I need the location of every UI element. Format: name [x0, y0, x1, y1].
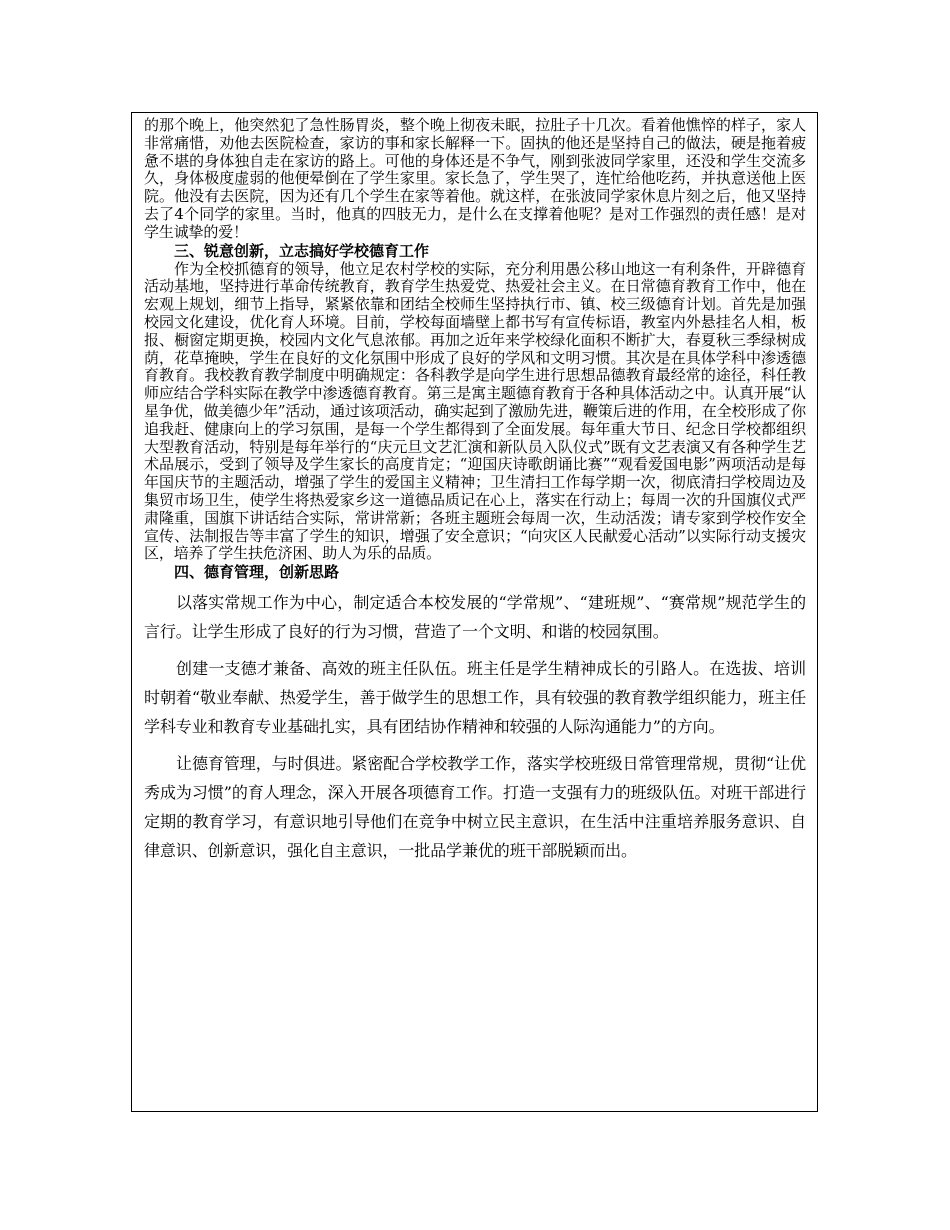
dense-section — [144, 117, 806, 582]
document-content — [144, 117, 806, 873]
paragraph-routine: 以落实常规工作为中心，制定适合本校发展的“学常规”、“建班规”、“赛常规”规范学生的言行。让学生形成了良好的行为习惯，营造了一个文明、和谐的校园氛围。 — [144, 593, 806, 642]
paragraph-teachers: 创建一支德才兼备、高效的班主任队伍。班主任是学生精神成长的引路人。在选拔、培训时朝着“敬业奉献、热爱学生，善于做学生的思想工作，具有较强的教育教学组织能力，班主任学科专业和教育专业基础扎实，具有团结协作精神和较强的人际沟通能力”的方向。 — [144, 659, 806, 737]
paragraph-continuation: 的那个晚上，他突然犯了急性肠胃炎，整个晚上彻夜未眠，拉肚子十几次。看着他憔悴的样子，家人非常痛惜，劝他去医院检查，家访的事和家长解释一下。固执的他还是坚持自己的做法，硬是拖着疲惫不堪的身体独自走在家访的路上。可他的身体还是不争气，刚到张波同学家里，还没和学生交流多久，身体极度虚弱的他便晕倒在了学生家里。家长急了，学生哭了，连忙给他吃药，并执意送他上医院。他没有去医院，因为还有几个学生在家等着他。就这样，在张波同学家休息片刻之后，他又坚持去了4个同学的家里。当时，他真的四肢无力，是什么在支撑着他呢？是对工作强烈的责任感！是对学生诚挚的爱！ — [144, 116, 806, 241]
paragraph-management: 让德育管理，与时俱进。紧密配合学校教学工作，落实学校班级日常管理常规，贯彻“让优秀成为习惯”的育人理念，深入开展各项德育工作。打造一支强有力的班级队伍。对班干部进行定期的教育学习，有意识地引导他们在竞争中树立民主意识，在生活中注重培养服务意识、自律意识、创新意识，强化自主意识，一批品学兼优的班干部脱颖而出。 — [144, 754, 806, 861]
section-heading-3: 三、锐意创新，立志搞好学校德育工作 — [174, 241, 430, 260]
section-heading-4: 四、德育管理，创新思路 — [174, 563, 340, 582]
spaced-section — [144, 588, 806, 865]
paragraph-moral-education: 作为全校抓德育的领导，他立足农村学校的实际，充分利用愚公移山地这一有利条件，开辟德育活动基地，坚持进行革命传统教育，教育学生热爱党、热爱社会主义。在日常德育教育工作中，他在宏观上规划，细节上指导，紧紧依靠和团结全校师生坚持执行市、镇、校三级德育计划。首先是加强校园文化建设，优化育人环境。目前，学校每面墙壁上都书写有宣传标语，教室内外悬挂名人相，板报、橱窗定期更换，校园内文化气息浓郁。再加之近年来学校绿化面积不断扩大，春夏秋三季绿树成荫，花草掩映，学生在良好的文化氛围中形成了良好的学风和文明习惯。其次是在具体学科中渗透德育教育。我校教育教学制度中明确规定：各科教学是向学生进行思想品德教育最经常的途径，科任教师应结合学科实际在教学中渗透德育教育。第三是寓主题德育教育于各种具体活动之中。认真开展“认星争优，做美德少年”活动，通过该项活动，确实起到了激励先进，鞭策后进的作用，在全校形成了你追我赶、健康向上的学习氛围，是每一个学生都得到了全面发展。每年重大节日、纪念日学校都组织大型教育活动，特别是每年举行的“庆元旦文艺汇演和新队员入队仪式”既有文艺表演又有各种学生艺术品展示，受到了领导及学生家长的高度肯定；“迎国庆诗歌朗诵比赛”“观看爱国电影”两项活动是每年国庆节的主题活动，增强了学生的爱国主义精神；卫生清扫工作每学期一次，彻底清扫学校周边及集贸市场卫生，使学生将热爱家乡这一道德品质记在心上，落实在行动上；每周一次的升国旗仪式严肃隆重，国旗下讲话结合实际，常讲常新；各班主题班会每周一次，生动活泼；请专家到学校作安全宣传、法制报告等丰富了学生的知识，增强了安全意识；“向灾区人民献爱心活动”以实际行动支援灾区，培养了学生扶危济困、助人为乐的品质。 — [144, 259, 806, 563]
table-cell-frame — [131, 112, 818, 1112]
